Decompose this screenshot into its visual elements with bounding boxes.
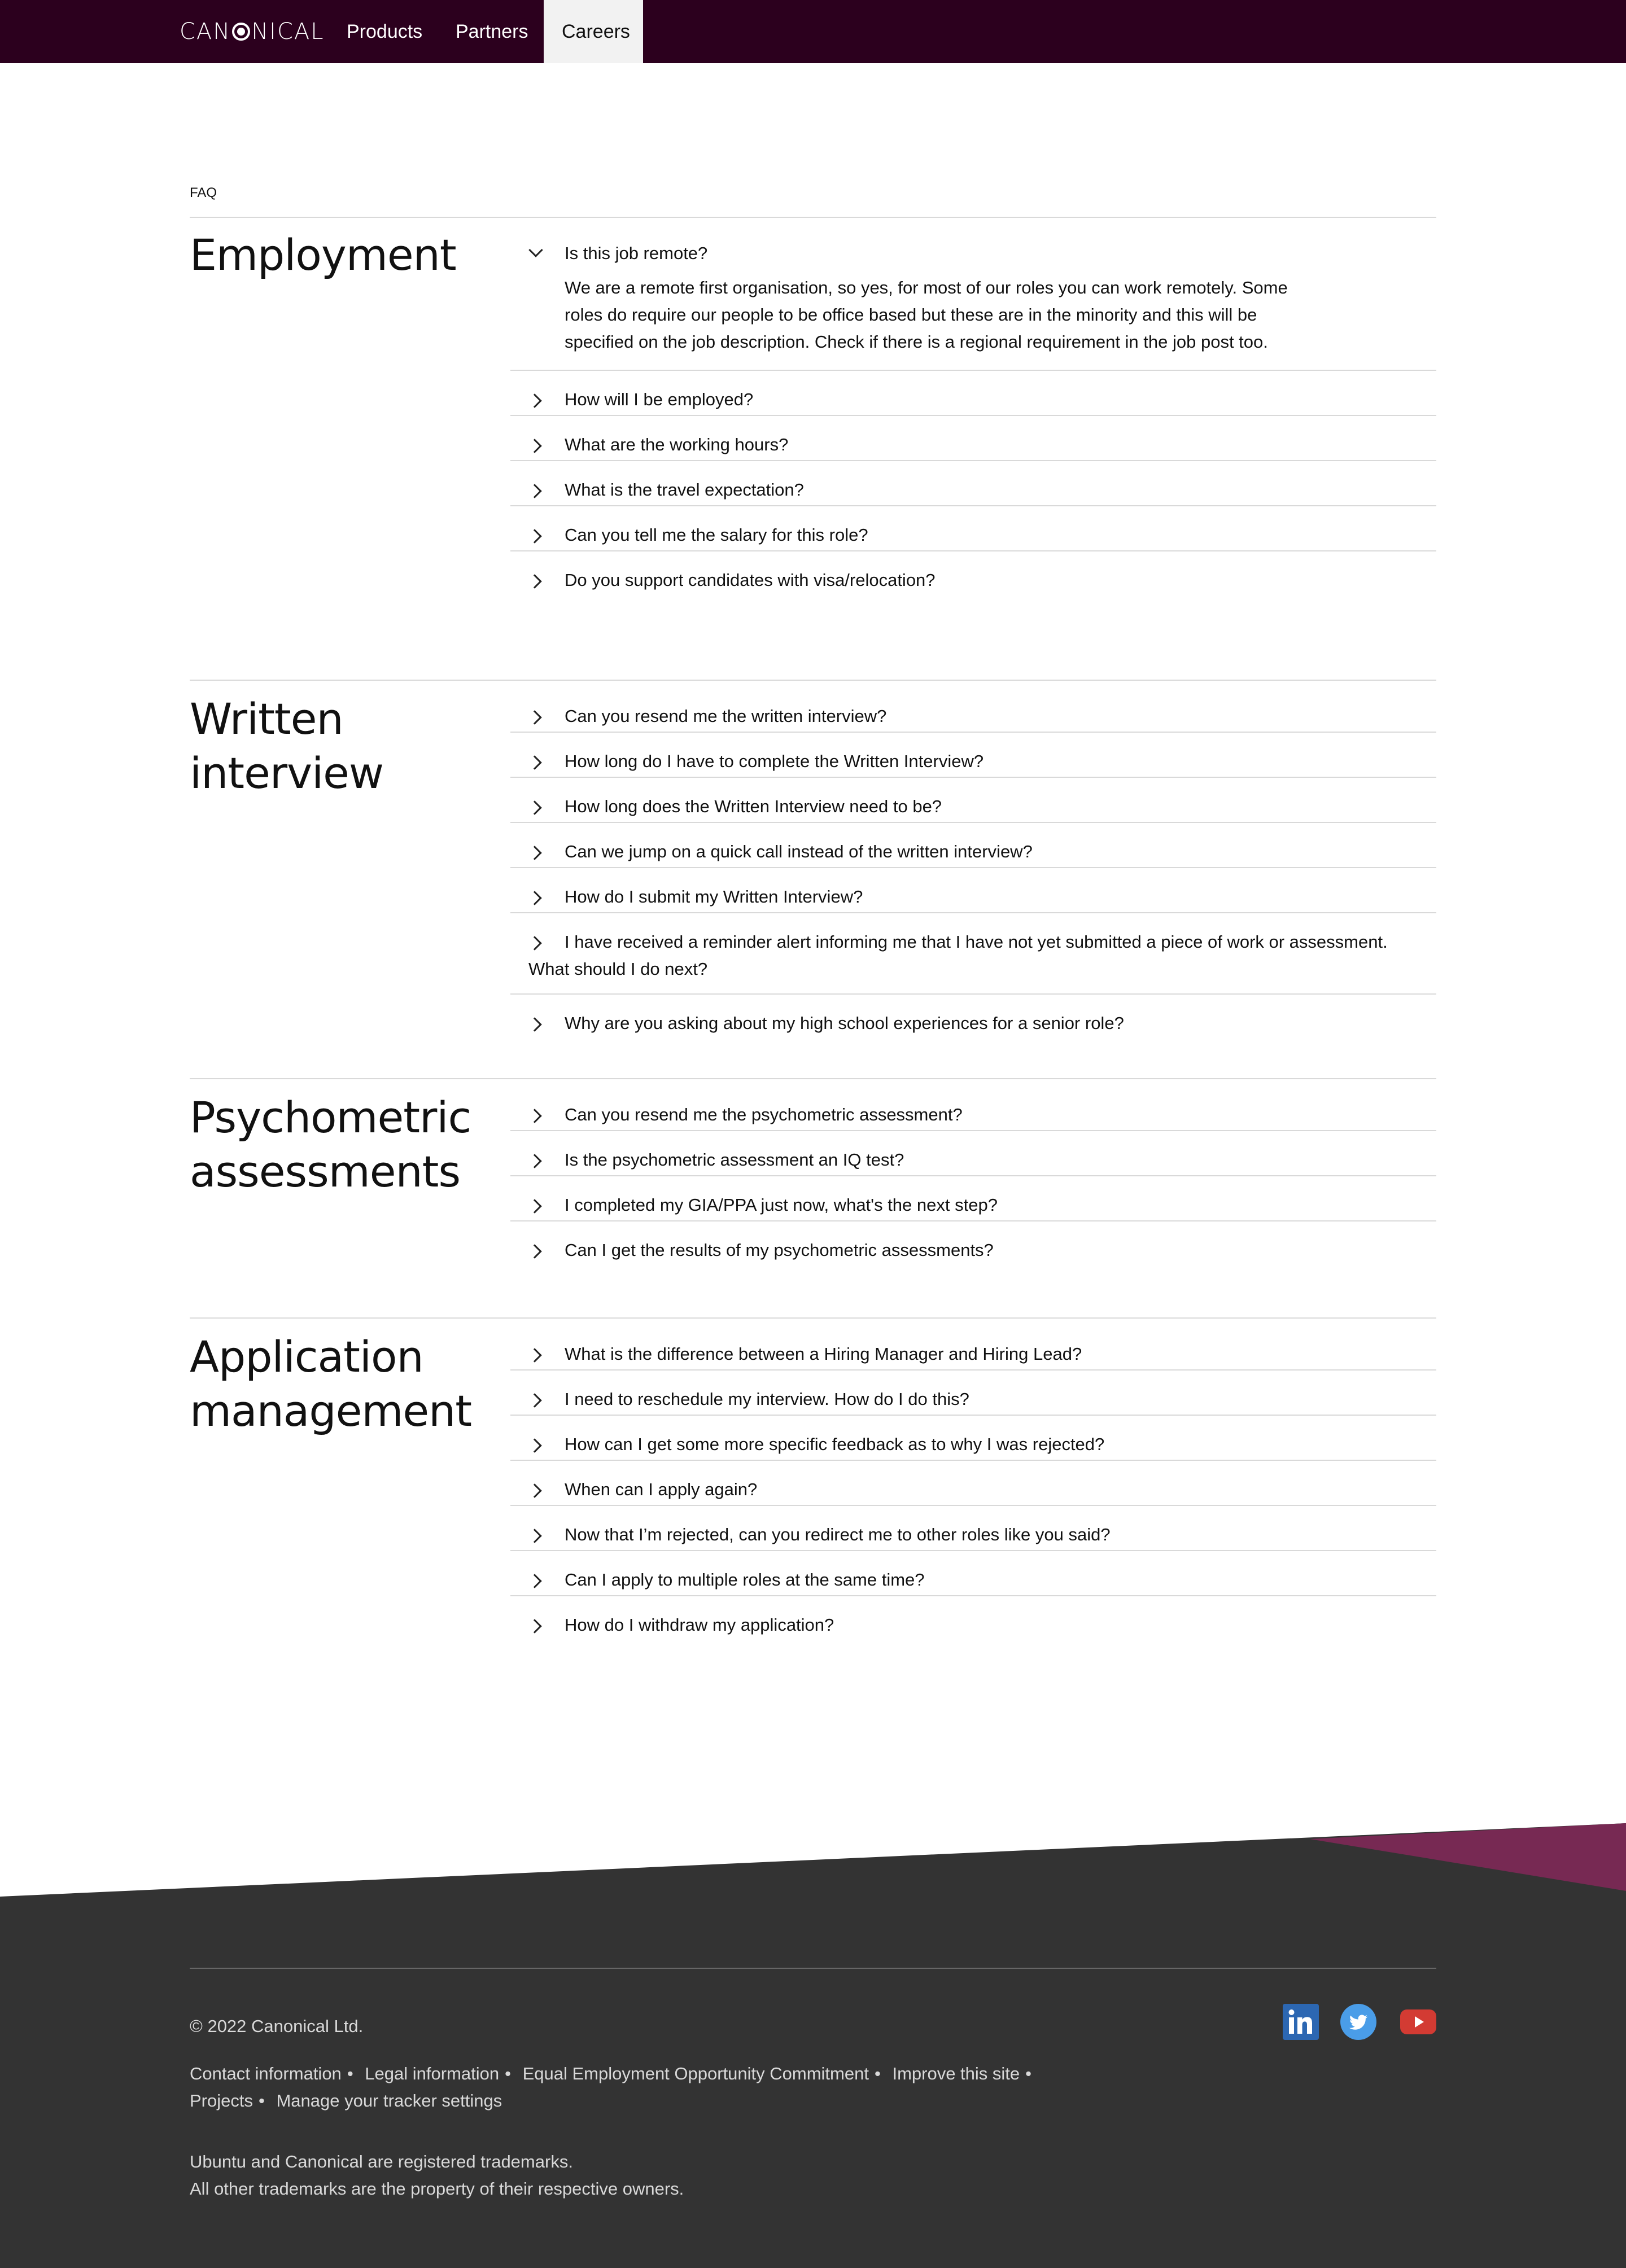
faq-question: Is this job remote?: [565, 243, 708, 263]
chevron-right-icon: [527, 755, 541, 769]
footer-separator: •: [874, 2064, 881, 2083]
youtube-icon[interactable]: [1400, 2004, 1436, 2040]
section-title-written-interview: Written interview: [190, 694, 384, 798]
faq-item: [510, 460, 1436, 505]
faq-item: [510, 1130, 1436, 1175]
chevron-right-icon: [527, 484, 541, 498]
faq-question: What is the travel expectation?: [565, 480, 804, 500]
faq-item: [510, 1369, 1436, 1415]
section-divider: [190, 1078, 1436, 1079]
section-title-employment: Employment: [190, 230, 456, 280]
chevron-right-icon: [527, 891, 541, 905]
faq-list-employment: [510, 225, 1436, 596]
faq-item: [510, 732, 1436, 777]
faq-question-toggle[interactable]: [510, 1176, 1436, 1220]
chevron-right-icon: [527, 846, 541, 860]
chevron-right-icon: [527, 1574, 541, 1588]
section-divider: [190, 680, 1436, 681]
footer-trademark: [190, 2148, 684, 2203]
chevron-right-icon: [527, 1438, 541, 1452]
nav-products[interactable]: Products: [347, 21, 423, 42]
faq-question-toggle[interactable]: [510, 1325, 1436, 1369]
chevron-down-icon: [528, 243, 543, 257]
faq-question: What is the difference between a Hiring Manager and Hiring Lead?: [565, 1344, 1082, 1364]
faq-question-toggle[interactable]: [510, 225, 1436, 269]
faq-question: When can I apply again?: [565, 1479, 758, 1499]
chevron-right-icon: [527, 393, 541, 408]
footer-separator: •: [258, 2091, 265, 2111]
nav-partners[interactable]: Partners: [456, 21, 528, 42]
faq-question-toggle[interactable]: [510, 1506, 1436, 1550]
faq-question: Do you support candidates with visa/relocation?: [565, 570, 936, 590]
chevron-right-icon: [527, 529, 541, 543]
faq-question-toggle[interactable]: [510, 995, 1436, 1039]
faq-item: [510, 912, 1436, 993]
section-divider: [190, 217, 1436, 218]
faq-question: Why are you asking about my high school experiences for a senior role?: [565, 1013, 1124, 1033]
faq-question-toggle[interactable]: [510, 506, 1436, 550]
faq-question-toggle[interactable]: [510, 1551, 1436, 1595]
chevron-right-icon: [527, 1244, 541, 1258]
faq-question-toggle[interactable]: [510, 778, 1436, 822]
faq-question-toggle[interactable]: [510, 1596, 1436, 1640]
faq-question: Can you tell me the salary for this role?: [565, 525, 868, 545]
faq-list-written-interview: [510, 688, 1436, 1039]
faq-item: [510, 822, 1436, 867]
faq-question-toggle[interactable]: [510, 1461, 1436, 1505]
faq-question-toggle[interactable]: [510, 461, 1436, 505]
chevron-right-icon: [527, 574, 541, 588]
faq-question: How will I be employed?: [565, 389, 754, 409]
chevron-right-icon: [527, 439, 541, 453]
top-navigation: [0, 0, 1626, 63]
faq-answer: We are a remote first organisation, so yes, for most of our roles you can work remotely. Some roles do require our people to be office based but these are in the minority and this will be specified on the job description. Check if there is a regional requirement in the job post too.: [565, 278, 1288, 352]
faq-question: How do I withdraw my application?: [565, 1615, 834, 1635]
faq-question: How can I get some more specific feedback as to why I was rejected?: [565, 1434, 1105, 1454]
faq-question: I have received a reminder alert informing me that I have not yet submitted a piece of work or assessment. What should I do next?: [528, 932, 1388, 979]
chevron-right-icon: [527, 1109, 541, 1123]
chevron-right-icon: [527, 1619, 541, 1633]
faq-item: [510, 1175, 1436, 1220]
faq-question: Now that I’m rejected, can you redirect me to other roles like you said?: [565, 1525, 1111, 1544]
faq-question: Can we jump on a quick call instead of the written interview?: [565, 842, 1033, 861]
faq-question-toggle[interactable]: [510, 688, 1436, 732]
chevron-right-icon: [527, 1529, 541, 1543]
faq-question-toggle[interactable]: [510, 551, 1436, 596]
logo-text-nical: NICAL: [251, 19, 325, 45]
faq-list-psychometric: [510, 1086, 1436, 1266]
faq-item: [510, 1415, 1436, 1460]
faq-list-application-management: [510, 1325, 1436, 1640]
footer-separator: •: [505, 2064, 511, 2083]
faq-question-toggle[interactable]: [510, 913, 1436, 993]
section-divider: [190, 1317, 1436, 1319]
chevron-right-icon: [527, 1154, 541, 1168]
faq-question-toggle[interactable]: [510, 733, 1436, 777]
footer-link-contact[interactable]: Contact information: [190, 2064, 342, 2083]
section-title-application-management: Application management: [190, 1332, 472, 1436]
footer-link-improve[interactable]: Improve this site: [892, 2064, 1020, 2083]
canonical-logo[interactable]: [180, 19, 325, 44]
faq-item: [510, 225, 1436, 370]
footer-link-tracker-settings[interactable]: Manage your tracker settings: [276, 2091, 502, 2111]
footer-divider: [190, 1968, 1436, 1969]
chevron-right-icon: [527, 800, 541, 815]
faq-item: [510, 993, 1436, 1039]
faq-item: [510, 688, 1436, 732]
faq-question-toggle[interactable]: [510, 1371, 1436, 1415]
faq-question: How long do I have to complete the Written Interview?: [565, 751, 984, 771]
faq-item: [510, 1460, 1436, 1505]
faq-item: [510, 1325, 1436, 1369]
faq-item: [510, 1595, 1436, 1640]
faq-item: [510, 1505, 1436, 1550]
footer-separator: •: [347, 2064, 353, 2083]
chevron-right-icon: [527, 710, 541, 724]
footer-copyright: © 2022 Canonical Ltd.: [190, 2016, 364, 2036]
footer-link-eeo[interactable]: Equal Employment Opportunity Commitment: [522, 2064, 869, 2083]
footer-separator: •: [1025, 2064, 1032, 2083]
chevron-right-icon: [527, 936, 541, 950]
footer-trademark-line-1: Ubuntu and Canonical are registered trademarks.: [190, 2152, 573, 2171]
faq-label: FAQ: [190, 185, 217, 200]
section-title-psychometric-assessments: Psychometric assessments: [190, 1092, 471, 1197]
faq-item: [510, 867, 1436, 912]
faq-question-toggle[interactable]: [510, 1131, 1436, 1175]
faq-question-toggle[interactable]: [510, 1416, 1436, 1460]
faq-question-toggle[interactable]: [510, 371, 1436, 415]
logo-text-can: CAN: [180, 19, 231, 45]
faq-question: I need to reschedule my interview. How do I do this?: [565, 1389, 969, 1409]
faq-question-toggle[interactable]: [510, 868, 1436, 912]
faq-item: [510, 1086, 1436, 1130]
faq-item: [510, 415, 1436, 460]
chevron-right-icon: [527, 1393, 541, 1407]
faq-question-toggle[interactable]: [510, 1086, 1436, 1130]
chevron-right-icon: [527, 1348, 541, 1362]
nav-careers[interactable]: Careers: [544, 0, 643, 63]
faq-item: [510, 505, 1436, 550]
faq-question: How long does the Written Interview need to be?: [565, 796, 942, 816]
footer-trademark-line-2: All other trademarks are the property of their respective owners.: [190, 2179, 684, 2199]
faq-question-toggle[interactable]: [510, 416, 1436, 460]
footer-link-legal[interactable]: Legal information: [365, 2064, 500, 2083]
faq-question: How do I submit my Written Interview?: [565, 887, 863, 907]
faq-question: Is the psychometric assessment an IQ test?: [565, 1150, 904, 1170]
chevron-right-icon: [527, 1017, 541, 1031]
logo-circle-icon: [232, 23, 250, 41]
faq-question: Can I get the results of my psychometric assessments?: [565, 1240, 994, 1260]
faq-question: Can I apply to multiple roles at the same time?: [565, 1570, 925, 1590]
faq-question: Can you resend me the psychometric assessment?: [565, 1105, 963, 1124]
footer-links: [190, 2060, 1104, 2114]
faq-item: [510, 1550, 1436, 1595]
faq-item: [510, 1220, 1436, 1266]
twitter-icon[interactable]: [1340, 2004, 1376, 2040]
faq-question-toggle[interactable]: [510, 823, 1436, 867]
faq-item: [510, 550, 1436, 596]
chevron-right-icon: [527, 1199, 541, 1213]
chevron-right-icon: [527, 1483, 541, 1498]
linkedin-icon[interactable]: [1283, 2004, 1319, 2040]
faq-question: Can you resend me the written interview?: [565, 706, 887, 726]
faq-item: [510, 370, 1436, 415]
faq-question-toggle[interactable]: [510, 1221, 1436, 1266]
faq-item: [510, 777, 1436, 822]
footer-link-projects[interactable]: Projects: [190, 2091, 253, 2111]
faq-question: I completed my GIA/PPA just now, what's the next step?: [565, 1195, 998, 1215]
faq-question: What are the working hours?: [565, 435, 789, 454]
